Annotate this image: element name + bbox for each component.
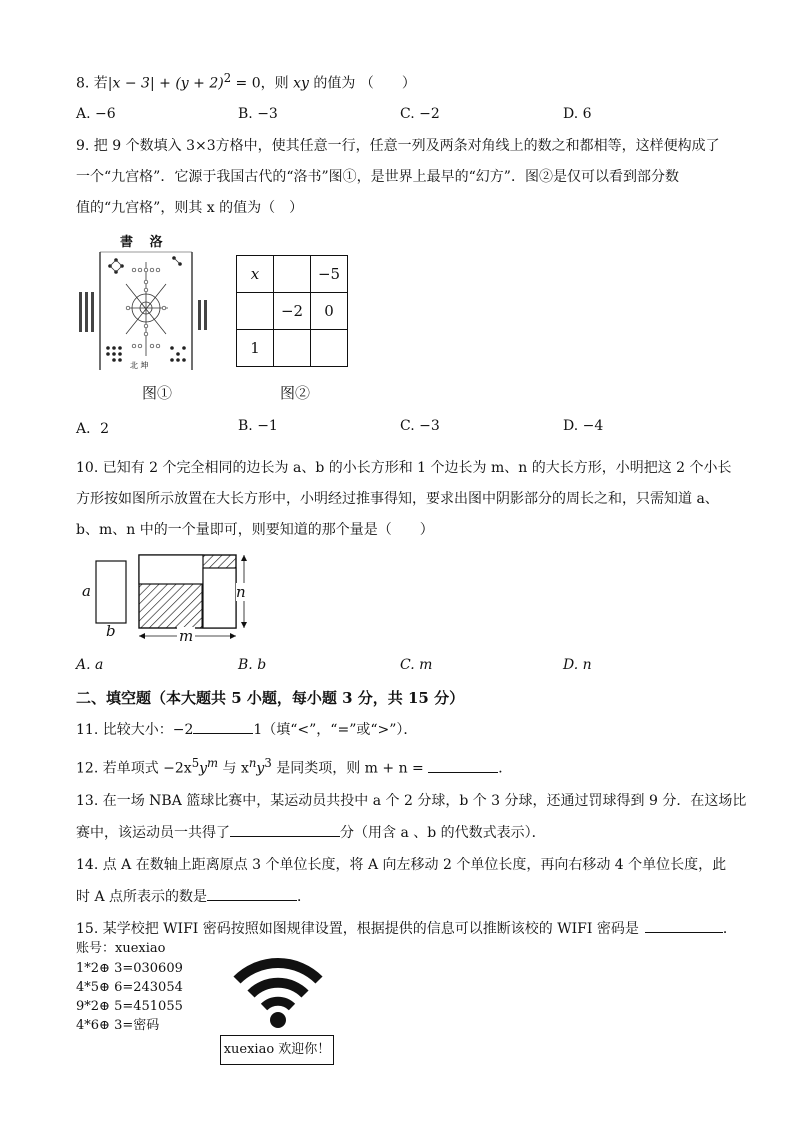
wifi-rule-row: 4*5⊕ 6=243054 — [76, 980, 183, 995]
q10-option-d[interactable]: D. n — [563, 657, 592, 673]
q9-line-2: 一个“九宫格”．它源于我国古代的“洛书”图①，是世界上最早的“幻方”．图②是仅可以看到部分数 — [76, 169, 679, 185]
q12-exp-3: 3 — [264, 756, 272, 770]
figure-2-caption: 图② — [280, 384, 311, 402]
q14-answer-blank[interactable] — [207, 886, 297, 901]
q10-option-a[interactable]: A. a — [76, 657, 104, 673]
q8-option-b[interactable]: B. −3 — [238, 106, 278, 122]
grid-cell: 0 — [311, 293, 348, 330]
q13-post: 分（用含 a 、b 的代数式表示）． — [340, 825, 546, 841]
q8-text-d: = 0，则 — [231, 75, 294, 92]
wifi-icon — [231, 950, 325, 1030]
q13-answer-blank[interactable] — [230, 822, 340, 837]
luoshu-title: 書 洛 — [120, 235, 169, 250]
question-8 — [76, 68, 416, 94]
q8-square-expr: | + (y + 2) — [149, 75, 224, 92]
q13-line-1: 13. 在一场 NBA 篮球比赛中，某运动员共投中 a 个 2 分球，b 个 3 分球，还通过罚球得到 9 分．在这场比 — [76, 793, 747, 809]
grid-cell — [237, 293, 274, 330]
q8-option-a[interactable]: A. −6 — [76, 106, 116, 122]
q15-pre: 15. 某学校把 WIFI 密码按照如图规律设置，根据提供的信息可以推断该校的 WIFI 密码是 — [76, 921, 639, 937]
label-m: m — [179, 627, 194, 645]
magic-square-grid — [236, 255, 348, 367]
q10-line-1: 10. 已知有 2 个完全相同的边长为 a、b 的小长方形和 1 个边长为 m、n 的大长方形，小明把这 2 个小长 — [76, 460, 732, 476]
q14-post: ． — [297, 889, 312, 905]
q8-abs-expr: x − 3 — [112, 75, 150, 92]
q10-line-2: 方形按如图所示放置在大长方形中，小明经过推事得知，要求出图中阴影部分的周长之和，只需知道 a、 — [76, 491, 719, 507]
wifi-account: 账号：xuexiao — [76, 941, 166, 956]
q10-line-3: b、m、n 中的一个量即可，则要知道的那个量是（ ） — [76, 522, 434, 538]
q9-option-c[interactable]: C. −3 — [400, 418, 440, 434]
q9-option-b[interactable]: B. −1 — [238, 418, 278, 434]
grid-cell — [311, 330, 348, 367]
q12-mid: 与 x — [218, 760, 249, 777]
grid-cell: x — [237, 256, 274, 293]
q13-pre: 赛中，该运动员一共得了 — [76, 825, 230, 841]
q14-line-2 — [76, 886, 311, 907]
label-a: a — [82, 582, 91, 600]
label-b: b — [106, 622, 116, 640]
luoshu-figure — [76, 230, 216, 372]
section-2-heading: 二、填空题（本大题共 5 小题，每小题 3 分，共 15 分） — [76, 689, 465, 707]
q10-option-c[interactable]: C. m — [400, 657, 433, 673]
q12-pre: 12. 若单项式 −2x — [76, 760, 192, 777]
q8-text-e: 的值为 （ ） — [308, 75, 416, 92]
grid-cell — [274, 330, 311, 367]
figure-1-caption: 图① — [142, 384, 173, 402]
q14-pre: 时 A 点所表示的数是 — [76, 889, 208, 905]
q15-answer-blank[interactable] — [645, 918, 723, 933]
q12-exp-n: n — [248, 756, 257, 770]
q9-option-a[interactable]: A．2 — [76, 421, 110, 437]
question-11 — [76, 719, 417, 740]
question-15 — [76, 918, 737, 939]
wifi-welcome-box: xuexiao 欢迎你！ — [220, 1035, 334, 1065]
q9-line-3: 值的“九宫格”，则其 x 的值为（ ） — [76, 200, 304, 216]
q12-exp-1: 5 — [191, 756, 200, 770]
wifi-rule-row: 9*2⊕ 5=451055 — [76, 999, 183, 1014]
q12-var-y: y — [199, 760, 208, 777]
q15-post: ． — [722, 921, 737, 937]
q8-variable: xy — [293, 75, 309, 92]
q12-post: 是同类项，则 m + n = — [271, 760, 429, 777]
q12-exp-m: m — [207, 756, 219, 770]
q13-line-2 — [76, 822, 546, 843]
grid-cell: 1 — [237, 330, 274, 367]
luoshu-bottom-label: 北 坤 — [130, 361, 149, 370]
wifi-rule-row: 4*6⊕ 3=密码 — [76, 1018, 160, 1033]
q11-post: 1（填“<”，“=”或“>”）． — [253, 722, 418, 738]
q8-exponent: 2 — [223, 71, 232, 85]
wifi-rule-row: 1*2⊕ 3=030609 — [76, 961, 183, 976]
q10-option-b[interactable]: B. b — [238, 657, 267, 673]
grid-cell: −2 — [274, 293, 311, 330]
q8-option-c[interactable]: C. −2 — [400, 106, 440, 122]
q12-end: ． — [498, 760, 513, 777]
q12-var-y2: y — [256, 760, 265, 777]
luoshu-diagram — [76, 248, 216, 372]
label-n: n — [236, 583, 246, 601]
q11-answer-blank[interactable] — [193, 719, 253, 734]
grid-cell — [274, 256, 311, 293]
q9-option-d[interactable]: D. −4 — [563, 418, 604, 434]
q12-answer-blank[interactable] — [428, 758, 498, 773]
question-12 — [76, 753, 512, 779]
grid-cell: −5 — [311, 256, 348, 293]
q8-text-a: 8. 若| — [76, 75, 113, 92]
q9-line-1: 9. 把 9 个数填入 3×3方格中，使其任意一行，任意一列及两条对角线上的数之和都相等，这样便构成了 — [76, 138, 720, 154]
q8-option-d[interactable]: D. 6 — [563, 106, 592, 122]
q14-line-1: 14. 点 A 在数轴上距离原点 3 个单位长度，将 A 向左移动 2 个单位长度，再向右移动 4 个单位长度，此 — [76, 857, 727, 873]
q11-pre: 11. 比较大小：−2 — [76, 722, 194, 738]
